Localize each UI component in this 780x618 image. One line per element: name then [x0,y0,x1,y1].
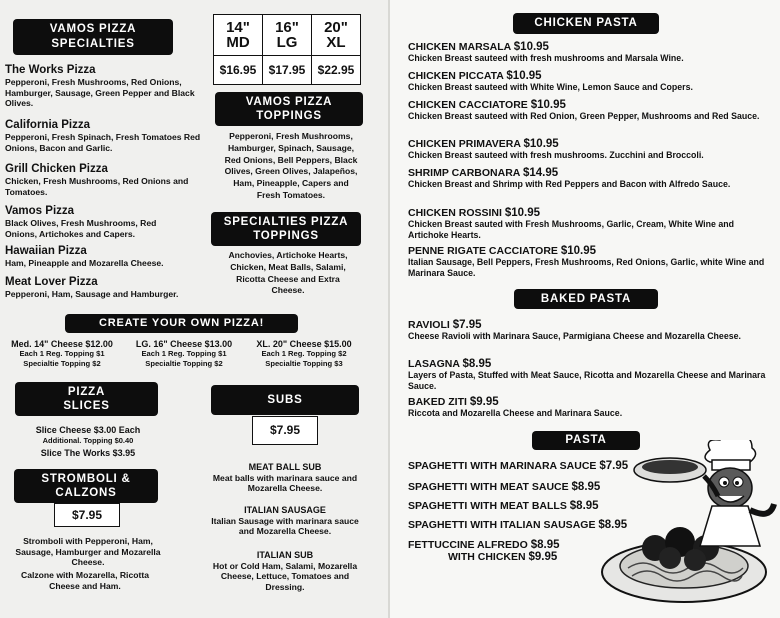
create-option-md: Med. 14" Cheese $12.00 Each 1 Reg. Topping $1 Specialtie Topping $2 [11,339,113,368]
specialties-header [13,19,173,55]
subs-price: $7.95 [252,416,318,445]
specialty-desc: Pepperoni, Ham, Sausage and Hamburger. [5,289,179,299]
chef-spaghetti-illustration [600,440,780,618]
specialty-desc: Pepperoni, Fresh Spinach, Fresh Tomatoes Red Onions, Bacon and Garlic. [5,132,201,153]
chicken-item: CHICKEN PICCATA $10.95 Chicken Breast sauteed with White Wine, Lemon Sauce and Copers. [408,70,693,92]
specialty-desc: Chicken, Fresh Mushrooms, Red Onions and Tomatoes. [5,176,189,197]
size-md: 14" MD [214,15,263,56]
pasta-item: SPAGHETTI WITH ITALIAN SAUSAGE $8.95 [408,519,628,531]
specialty-item [5,64,200,109]
specialty-desc: Black Olives, Fresh Mushrooms, Red Onions, Artichokes and Capers. [5,218,157,239]
specialty-name: Vamos Pizza [5,205,75,217]
specialties-toppings-header: SPECIALTIES PIZZA TOPPINGS [211,212,361,246]
specialties-header-line2: SPECIALTIES [51,38,135,50]
slices-info: Slice Cheese $3.00 Each Additional. Topping $0.40 Slice The Works $3.95 [35,425,141,458]
subs-header: SUBS [211,385,359,415]
create-option-xl: XL. 20" Cheese $15.00 Each 1 Reg. Topping $2 Specialtie Topping $3 [256,339,352,368]
specialty-name: Hawaiian Pizza [5,245,87,257]
specialty-item [5,245,205,269]
specialty-item [5,119,205,153]
stromboli-header: STROMBOLI & CALZONS [14,469,158,503]
create-option-lg: LG. 16" Cheese $13.00 Each 1 Reg. Topping $1 Specialtie Topping $2 [135,339,233,368]
price-xl: $22.95 [312,56,361,85]
chicken-item: PENNE RIGATE CACCIATORE $10.95 Italian Sausage, Bell Peppers, Fresh Mushrooms, Red Onions, Garlic, white Wine and Marinara Sauce. [408,245,765,278]
specialty-item [5,276,205,300]
specialty-name: Meat Lover Pizza [5,276,98,288]
specialties-header-line1: VAMOS PIZZA [49,23,137,35]
size-price-table [213,14,361,85]
chicken-item: SHRIMP CARBONARA $14.95 Chicken Breast and Shrimp with Red Peppers and Bacon with Alfredo Sauce. [408,167,731,189]
pasta-item: SPAGHETTI WITH MEAT SAUCE $8.95 [408,481,601,493]
specialty-name: The Works Pizza [5,64,96,76]
fettuccine-item: FETTUCCINE ALFREDO $8.95 WITH CHICKEN $9.95 [408,539,560,563]
pasta-header: PASTA [532,431,640,450]
toppings-text: Pepperoni, Fresh Mushrooms, Hamburger, Spinach, Sausage, Red Onions, Bell Peppers, Black Olives, Green Olives, Jalapeños, Ham, Pineapple, Capers and Fresh Tomatoes. [224,131,358,200]
sub-item: MEAT BALL SUB Meat balls with marinara sauce and Mozarella Cheese. [212,462,358,493]
chef-icon [634,440,774,546]
baked-pasta-header: BAKED PASTA [514,289,658,309]
slices-header: PIZZA SLICES [15,382,158,416]
chicken-item: CHICKEN CACCIATORE $10.95 Chicken Breast sauteed with Red Onion, Green Pepper, Mushrooms and Red Sauce. [408,99,760,121]
baked-item: BAKED ZITI $9.95 Riccota and Mozarella Cheese and Marinara Sauce. [408,396,623,418]
chicken-pasta-header: CHICKEN PASTA [513,13,659,34]
specialty-item [5,205,185,239]
pasta-item: SPAGHETTI WITH MARINARA SAUCE $7.95 [408,460,629,472]
specialties-toppings-text: Anchovies, Artichoke Hearts, Chicken, Meat Balls, Salami, Ricotta Cheese and Extra Cheese. [228,250,348,296]
sub-item: ITALIAN SUB Hot or Cold Ham, Salami, Mozarella Cheese, Lettuce, Tomatoes and Dressing. [212,550,358,592]
chicken-item: CHICKEN MARSALA $10.95 Chicken Breast sauteed with fresh mushrooms and Marsala Wine. [408,41,684,63]
specialty-name: California Pizza [5,119,90,131]
calzone-desc: Calzone with Mozarella, Ricotta Cheese and Ham. [21,570,149,591]
price-lg: $17.95 [263,56,312,85]
price-md: $16.95 [214,56,263,85]
stromboli-desc: Stromboli with Pepperoni, Ham, Sausage, Hamburger and Mozarella Cheese. [15,536,161,567]
stromboli-price: $7.95 [54,503,120,527]
size-xl: 20" XL [312,15,361,56]
pasta-item: SPAGHETTI WITH MEAT BALLS $8.95 [408,500,599,512]
baked-item: RAVIOLI $7.95 Cheese Ravioli with Marinara Sauce, Parmigiana Cheese and Mozarella Cheese. [408,319,741,341]
specialty-item [5,163,200,197]
create-your-own-header: CREATE YOUR OWN PIZZA! [65,314,298,333]
specialty-desc: Ham, Pineapple and Mozarella Cheese. [5,258,164,268]
sub-item: ITALIAN SAUSAGE Italian Sausage with marinara sauce and Mozarella Cheese. [211,505,359,536]
specialty-name: Grill Chicken Pizza [5,163,108,175]
chicken-item: CHICKEN ROSSINI $10.95 Chicken Breast sauted with Fresh Mushrooms, Garlic, Cream, White Wine and Artichoke Hearts. [408,207,734,240]
toppings-header: VAMOS PIZZA TOPPINGS [215,92,363,126]
chicken-item: CHICKEN PRIMAVERA $10.95 Chicken Breast sauteed with fresh mushrooms. Zucchini and Broccoli. [408,138,704,160]
specialty-desc: Pepperoni, Fresh Mushrooms, Red Onions, Hamburger, Sausage, Green Pepper and Black Olives. [5,77,195,108]
size-lg: 16" LG [263,15,312,56]
page-fold [388,0,390,618]
baked-item: LASAGNA $8.95 Layers of Pasta, Stuffed with Meat Sauce, Ricotta and Mozarella Cheese and Marinara Sauce. [408,358,766,391]
